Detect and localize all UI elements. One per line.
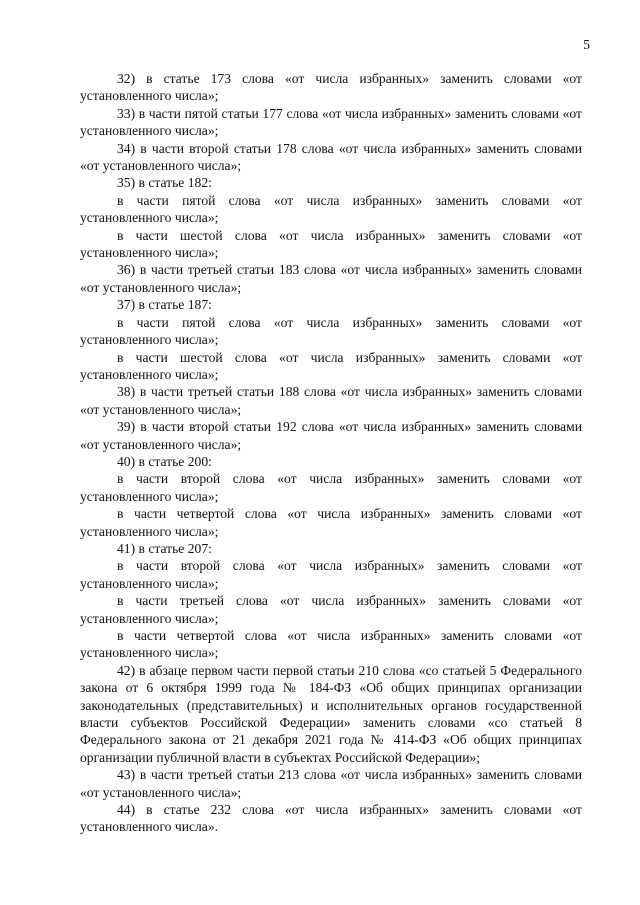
paragraph-39: 39) в части второй статьи 192 слова «от числа избранных» заменить словами «от установленного числа»;	[80, 419, 582, 452]
paragraph-35: 35) в статье 182:	[117, 175, 212, 191]
paragraph-37: 37) в статье 187:	[117, 297, 212, 313]
paragraph-40-part-4: в части четвертой слова «от числа избранных» заменить словами «от установленного числа»;	[80, 506, 582, 539]
paragraph-41-part-4: в части четвертой слова «от числа избранных» заменить словами «от установленного числа»;	[80, 628, 582, 661]
paragraph-43: 43) в части третьей статьи 213 слова «от числа избранных» заменить словами «от установленного числа»;	[80, 767, 582, 800]
paragraph-34: 34) в части второй статьи 178 слова «от числа избранных» заменить словами «от установленного числа»;	[80, 140, 582, 174]
paragraph-35-part-5: в части пятой слова «от числа избранных» заменить словами «от установленного числа»;	[80, 192, 582, 226]
paragraph-40: 40) в статье 200:	[117, 453, 212, 469]
paragraph-41-part-3: в части третьей слова «от числа избранных» заменить словами «от установленного числа»;	[80, 593, 582, 626]
paragraph-41: 41) в статье 207:	[117, 540, 212, 556]
paragraph-32: 32) в статье 173 слова «от числа избранных» заменить словами «от установленного числа»;	[80, 71, 582, 104]
paragraph-33: 33) в части пятой статьи 177 слова «от числа избранных» заменить словами «от установленного числа»;	[80, 105, 582, 139]
paragraph-41-part-2: в части второй слова «от числа избранных» заменить словами «от установленного числа»;	[80, 558, 582, 591]
paragraph-40-part-2: в части второй слова «от числа избранных» заменить словами «от установленного числа»;	[80, 471, 582, 504]
paragraph-35-part-6: в части шестой слова «от числа избранных» заменить словами «от установленного числа»;	[80, 227, 582, 261]
document-body	[80, 70, 582, 836]
paragraph-37-part-5: в части пятой слова «от числа избранных» заменить словами «от установленного числа»;	[80, 314, 582, 348]
page-number: 5	[583, 37, 590, 52]
paragraph-42: 42) в абзаце первом части первой статьи 210 слова «со статьей 5 Федерального закона от 6 октября 1999 года № 184-ФЗ «Об общих принципах организации законодательных (представительных) и исполнительных органов государственной власти субъектов Российской Федерации» заменить словами «со статьей 8 Федерального закона от 21 декабря 2021 года № 414-ФЗ «Об общих принципах организации публичной власти в субъектах Российской Федерации»;	[80, 662, 582, 765]
paragraph-38: 38) в части третьей статьи 188 слова «от числа избранных» заменить словами «от установленного числа»;	[80, 384, 582, 417]
paragraph-36: 36) в части третьей статьи 183 слова «от числа избранных» заменить словами «от установленного числа»;	[80, 262, 582, 295]
paragraph-37-part-6: в части шестой слова «от числа избранных» заменить словами «от установленного числа»;	[80, 349, 582, 382]
paragraph-44: 44) в статье 232 слова «от числа избранных» заменить словами «от установленного числа».	[80, 802, 582, 835]
